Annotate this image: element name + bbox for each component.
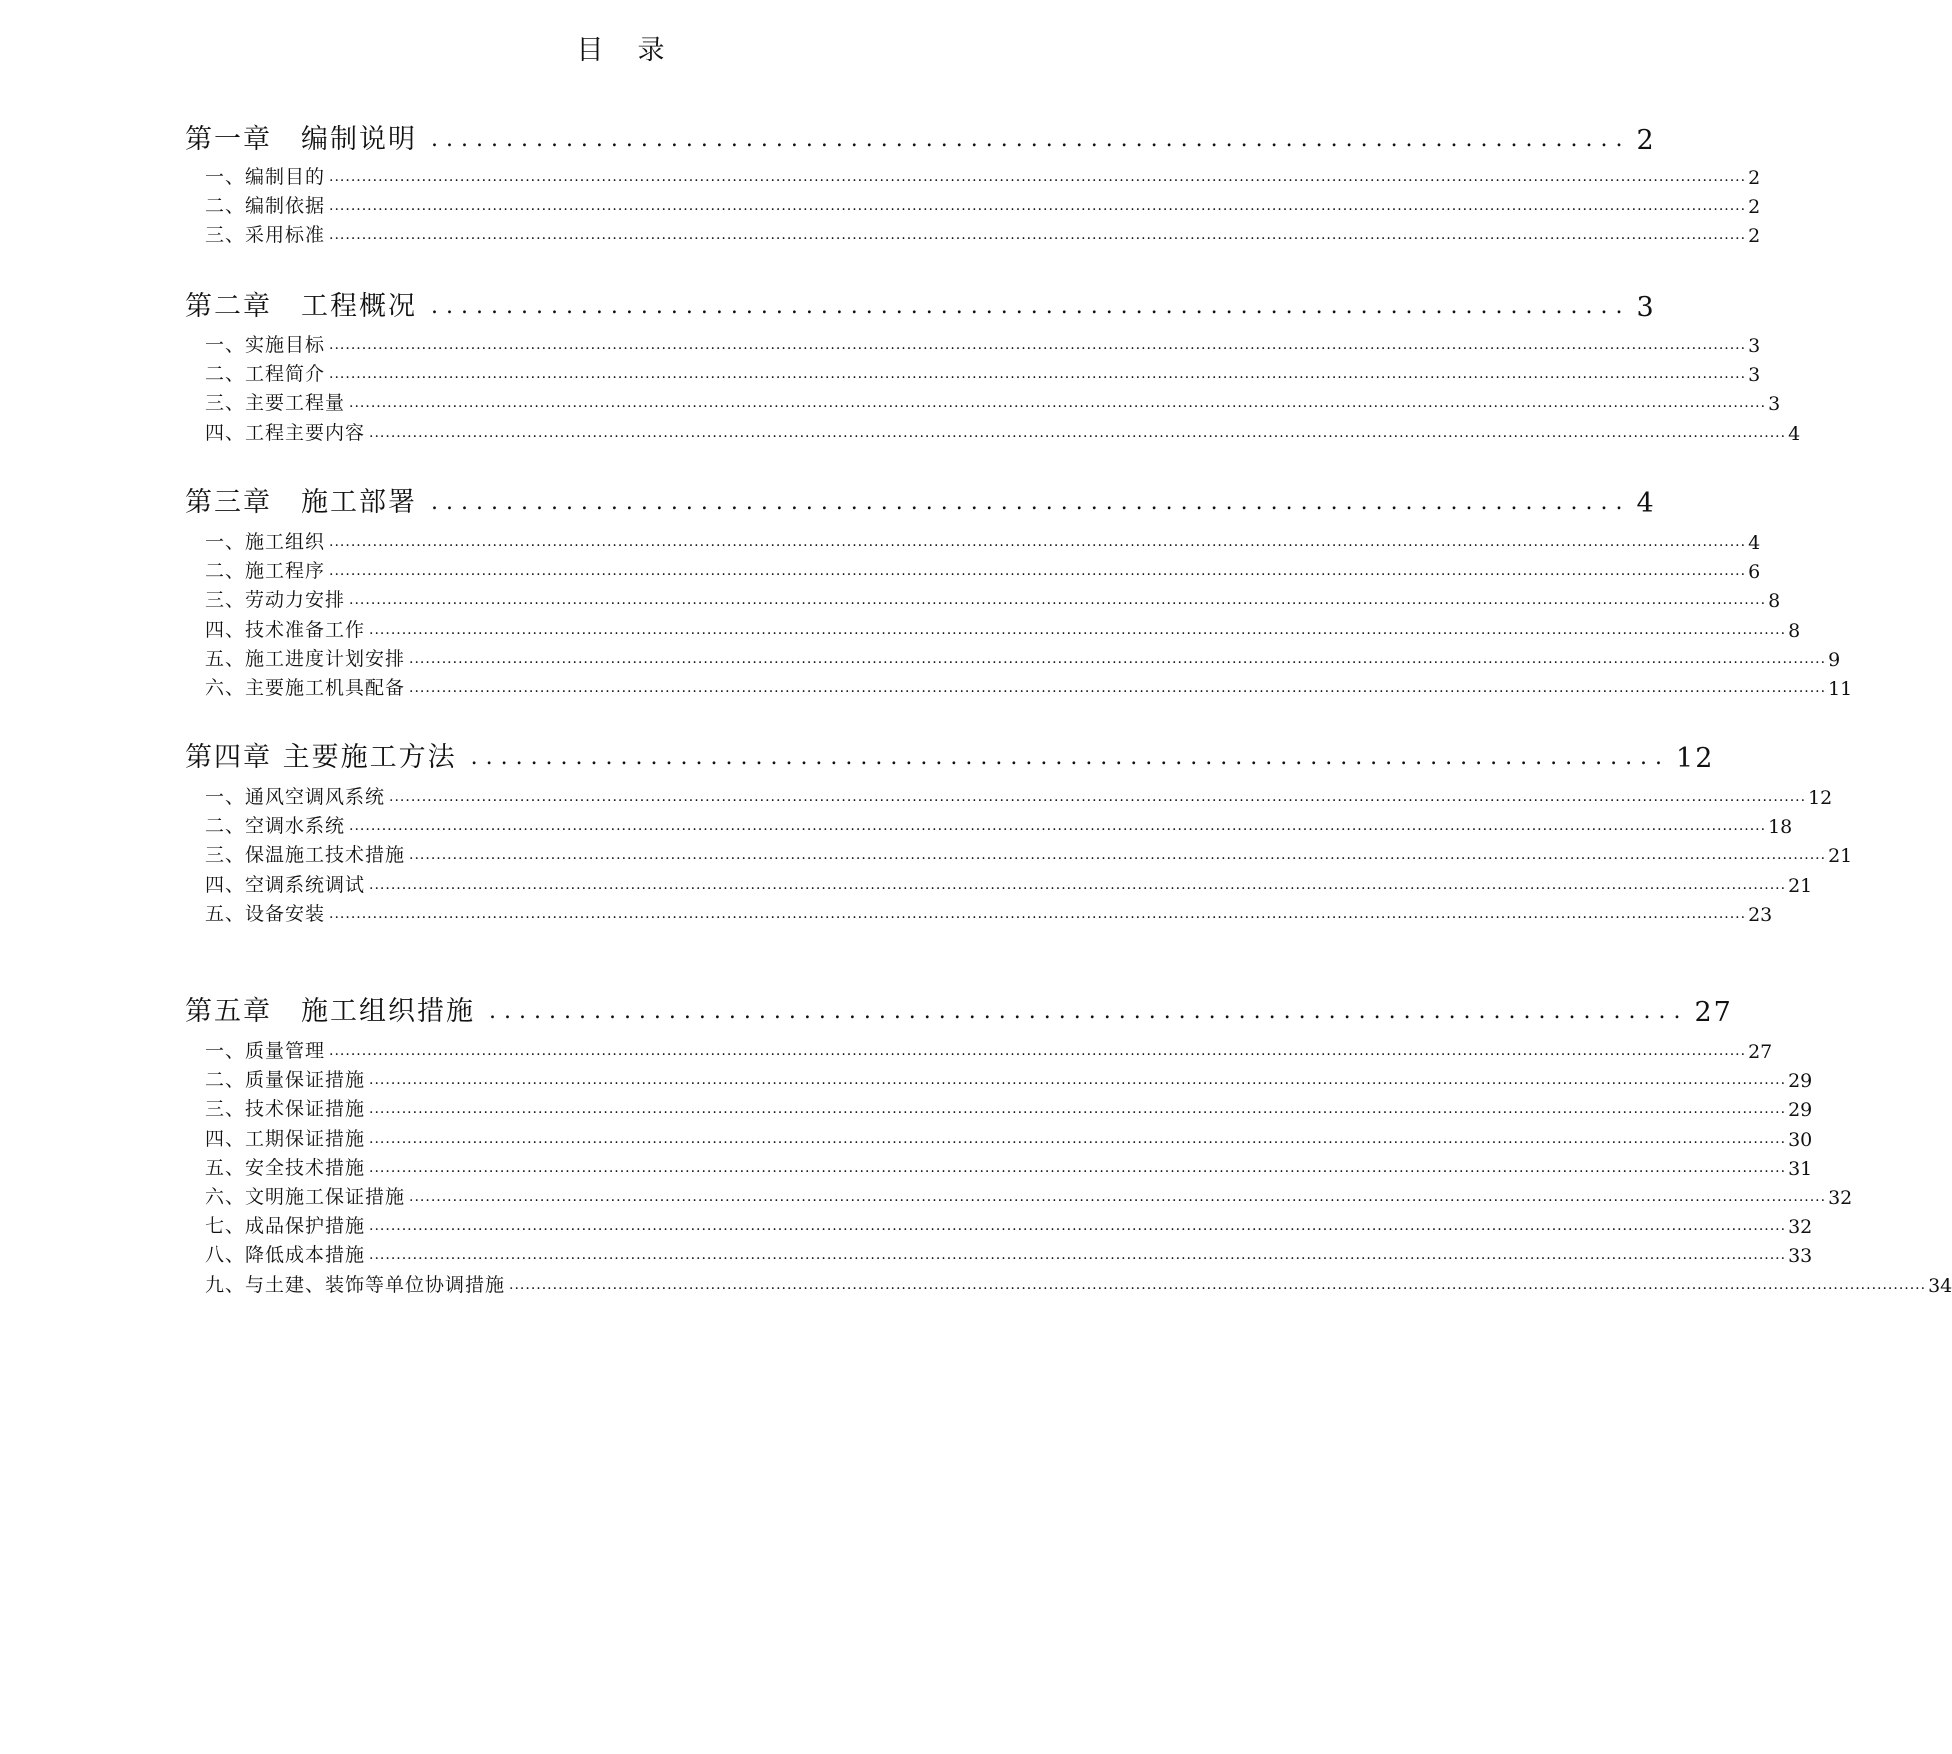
toc-section-3-5[interactable] [205, 645, 1841, 671]
toc-section-2-3[interactable] [205, 389, 1781, 416]
toc-section-5-5[interactable] [205, 1154, 1813, 1180]
section-label: 二、工程简介 [205, 363, 326, 386]
toc-section-2-2[interactable] [205, 360, 1761, 387]
chapter-page-number: 27 [1694, 997, 1733, 1028]
section-page-number: 23 [1748, 903, 1773, 926]
chapter-page-number: 4 [1636, 488, 1656, 519]
dot-leader: .................................................................................................................................................................................................................................................................... [369, 621, 1787, 638]
section-label: 八、降低成本措施 [205, 1244, 366, 1267]
section-label: 四、工期保证措施 [205, 1127, 366, 1150]
section-label: 一、施工组织 [205, 531, 326, 553]
section-page-number: 2 [1748, 225, 1761, 248]
dot-leader: .................................................................................................................................................................................................................................................................... [349, 818, 1767, 835]
section-label: 五、施工进度计划安排 [205, 647, 406, 670]
dot-leader: .................................................................................................................................................................................................................................................................... [329, 337, 1747, 353]
section-page-number: 34 [1928, 1274, 1952, 1297]
toc-section-3-3[interactable] [205, 586, 1781, 613]
toc-section-3-6[interactable] [205, 674, 1853, 700]
section-page-number: 3 [1768, 393, 1781, 416]
dot-leader: .................................................................................................................................................................................................................................................................... [329, 534, 1747, 550]
section-label: 六、主要施工机具配备 [205, 677, 406, 699]
section-label: 二、空调水系统 [205, 815, 346, 838]
dot-leader: .................................................................................................................................................................................................................................................................... [369, 424, 1787, 441]
toc-title: 目录 [576, 35, 699, 66]
section-page-number: 27 [1748, 1041, 1773, 1063]
section-page-number: 21 [1788, 874, 1813, 897]
section-label: 一、编制目的 [205, 166, 326, 188]
dot-leader: ................................................................................ [431, 127, 1631, 152]
section-page-number: 3 [1748, 364, 1761, 387]
toc-chapter-5[interactable] [185, 988, 1733, 1028]
section-label: 六、文明施工保证措施 [205, 1186, 406, 1208]
section-page-number: 32 [1828, 1187, 1853, 1209]
section-page-number: 31 [1788, 1157, 1813, 1180]
toc-section-4-5[interactable] [205, 900, 1773, 926]
dot-leader: ................................................................................ [431, 294, 1631, 319]
toc-section-2-1[interactable] [205, 331, 1761, 357]
chapter-label: 第二章 工程概况 [185, 291, 417, 322]
section-page-number: 4 [1788, 422, 1801, 445]
section-page-number: 33 [1788, 1245, 1813, 1268]
toc-section-3-4[interactable] [205, 616, 1801, 642]
dot-leader: .................................................................................................................................................................................................................................................................... [329, 1043, 1747, 1059]
toc-section-3-1[interactable] [205, 528, 1761, 554]
section-page-number: 4 [1748, 532, 1761, 554]
section-label: 二、施工程序 [205, 560, 326, 583]
chapter-page-number: 2 [1636, 125, 1656, 156]
dot-leader: .................................................................................................................................................................................................................................................................... [329, 563, 1747, 580]
section-label: 九、与土建、装饰等单位协调措施 [205, 1273, 506, 1296]
chapter-label: 第五章 施工组织措施 [185, 996, 475, 1027]
toc-section-4-3[interactable] [205, 841, 1853, 868]
section-label: 七、成品保护措施 [205, 1215, 366, 1238]
dot-leader: .................................................................................................................................................................................................................................................................... [369, 1247, 1787, 1264]
toc-section-5-8[interactable] [205, 1241, 1813, 1268]
toc-section-3-2[interactable] [205, 557, 1761, 584]
toc-section-1-3[interactable] [205, 221, 1761, 248]
section-page-number: 8 [1788, 619, 1801, 642]
section-label: 四、技术准备工作 [205, 618, 366, 641]
section-label: 三、劳动力安排 [205, 589, 346, 612]
dot-leader: .................................................................................................................................................................................................................................................................... [329, 169, 1747, 185]
section-label: 三、技术保证措施 [205, 1098, 366, 1121]
toc-chapter-4[interactable] [185, 734, 1715, 774]
dot-leader: .................................................................................................................................................................................................................................................................... [369, 876, 1787, 893]
dot-leader: .................................................................................................................................................................................................................................................................... [409, 680, 1827, 696]
toc-section-1-2[interactable] [205, 192, 1761, 219]
section-label: 三、采用标准 [205, 224, 326, 247]
toc-section-5-4[interactable] [205, 1125, 1813, 1151]
toc-section-5-7[interactable] [205, 1212, 1813, 1239]
section-label: 一、通风空调风系统 [205, 786, 386, 808]
dot-leader: .................................................................................................................................................................................................................................................................... [329, 198, 1747, 215]
dot-leader: .................................................................................................................................................................................................................................................................... [369, 1130, 1787, 1147]
section-label: 四、空调系统调试 [205, 873, 366, 896]
dot-leader: .................................................................................................................................................................................................................................................................... [329, 227, 1747, 244]
section-label: 二、编制依据 [205, 195, 326, 218]
section-page-number: 21 [1828, 845, 1853, 868]
dot-leader: ................................................................................ [431, 490, 1631, 515]
dot-leader: .................................................................................................................................................................................................................................................................... [349, 395, 1767, 412]
chapter-label: 第一章 编制说明 [185, 124, 417, 155]
dot-leader: .................................................................................................................................................................................................................................................................... [409, 1189, 1827, 1205]
section-page-number: 6 [1748, 561, 1761, 584]
dot-leader: .................................................................................................................................................................................................................................................................... [369, 1101, 1787, 1118]
toc-section-2-4[interactable] [205, 419, 1801, 445]
dot-leader: .................................................................................................................................................................................................................................................................... [369, 1072, 1787, 1089]
toc-chapter-1[interactable] [185, 116, 1656, 156]
section-page-number: 11 [1828, 678, 1853, 700]
dot-leader: .................................................................................................................................................................................................................................................................... [329, 366, 1747, 383]
chapter-page-number: 3 [1636, 292, 1656, 323]
section-label: 四、工程主要内容 [205, 421, 366, 444]
section-label: 五、安全技术措施 [205, 1156, 366, 1179]
section-label: 三、保温施工技术措施 [205, 844, 406, 867]
toc-section-5-2[interactable] [205, 1066, 1813, 1093]
dot-leader: .................................................................................................................................................................................................................................................................... [369, 1218, 1787, 1235]
section-page-number: 2 [1748, 167, 1761, 189]
dot-leader: .................................................................................................................................................................................................................................................................... [369, 1159, 1787, 1176]
section-page-number: 3 [1748, 335, 1761, 357]
section-label: 五、设备安装 [205, 902, 326, 925]
toc-section-4-2[interactable] [205, 812, 1793, 839]
dot-leader: .................................................................................................................................................................................................................................................................... [409, 650, 1827, 667]
dot-leader: ................................................................................ [489, 999, 1689, 1024]
dot-leader: .................................................................................................................................................................................................................................................................... [409, 847, 1827, 864]
section-page-number: 29 [1788, 1099, 1813, 1122]
dot-leader: .................................................................................................................................................................................................................................................................... [509, 1276, 1927, 1293]
toc-chapter-3[interactable] [185, 479, 1656, 519]
toc-section-4-4[interactable] [205, 871, 1813, 897]
section-page-number: 29 [1788, 1070, 1813, 1093]
section-page-number: 12 [1808, 787, 1833, 809]
toc-section-5-9[interactable] [205, 1271, 1952, 1297]
chapter-label: 第四章 主要施工方法 [185, 742, 457, 773]
toc-section-1-1[interactable] [205, 163, 1761, 189]
toc-section-4-1[interactable] [205, 783, 1833, 809]
toc-chapter-2[interactable] [185, 283, 1656, 323]
dot-leader: .................................................................................................................................................................................................................................................................... [349, 592, 1767, 609]
section-page-number: 18 [1768, 816, 1793, 839]
chapter-label: 第三章 施工部署 [185, 487, 417, 518]
section-page-number: 2 [1748, 196, 1761, 219]
section-label: 一、质量管理 [205, 1040, 326, 1062]
section-page-number: 30 [1788, 1128, 1813, 1151]
dot-leader: .................................................................................................................................................................................................................................................................... [329, 905, 1747, 922]
dot-leader: ................................................................................ [470, 745, 1671, 770]
section-label: 一、实施目标 [205, 334, 326, 356]
chapter-page-number: 12 [1676, 743, 1715, 774]
dot-leader: .................................................................................................................................................................................................................................................................... [389, 789, 1807, 805]
toc-section-5-6[interactable] [205, 1183, 1853, 1209]
toc-section-5-1[interactable] [205, 1037, 1773, 1063]
section-page-number: 9 [1828, 648, 1841, 671]
section-page-number: 8 [1768, 590, 1781, 613]
section-label: 三、主要工程量 [205, 392, 346, 415]
toc-section-5-3[interactable] [205, 1095, 1813, 1122]
section-label: 二、质量保证措施 [205, 1069, 366, 1092]
section-page-number: 32 [1788, 1216, 1813, 1239]
